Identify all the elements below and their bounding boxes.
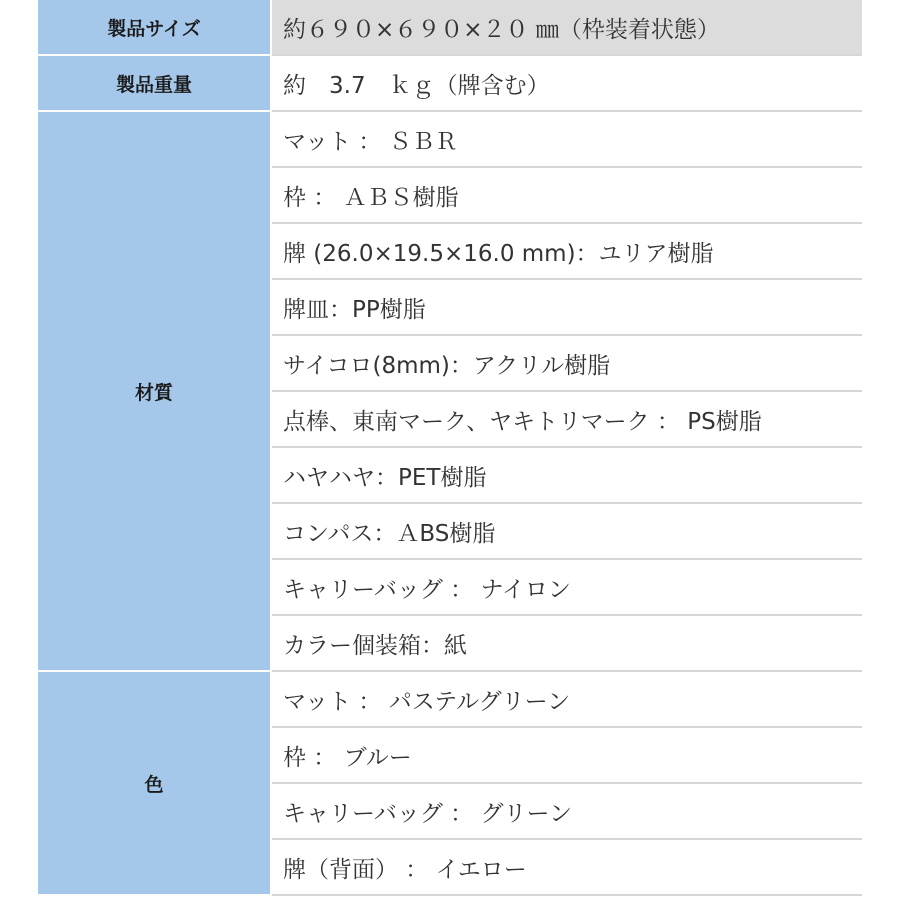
- material-item: コンパス：ＡBS樹脂: [271, 503, 862, 559]
- color-header: 色: [38, 671, 271, 895]
- color-item: マット ： パステルグリーン: [271, 671, 862, 727]
- table-row: [38, 111, 862, 167]
- color-item: キャリーバッグ ： グリーン: [271, 783, 862, 839]
- material-item: サイコロ(8mm)：アクリル樹脂: [271, 335, 862, 391]
- table-row: [38, 671, 862, 727]
- material-item: マット ： ＳＢＲ: [271, 111, 862, 167]
- material-header: 材質: [38, 111, 271, 671]
- size-value: 約６９０×６９０×２０ ㎜（枠装着状態）: [271, 0, 862, 55]
- material-item: キャリーバッグ ： ナイロン: [271, 559, 862, 615]
- material-item: 牌皿：PP樹脂: [271, 279, 862, 335]
- material-item: カラー個装箱：紙: [271, 615, 862, 671]
- table-row: [38, 0, 862, 55]
- material-item: ハヤハヤ：PET樹脂: [271, 447, 862, 503]
- color-item: 牌（背面） ： イエロー: [271, 839, 862, 895]
- size-header: 製品サイズ: [38, 0, 271, 55]
- weight-value: 約 3.7 ｋｇ（牌含む）: [271, 55, 862, 111]
- material-item: 点棒、東南マーク、ヤキトリマーク ： PS樹脂: [271, 391, 862, 447]
- table-row: [38, 55, 862, 111]
- product-spec-table: [38, 0, 862, 896]
- color-item: 枠 ： ブルー: [271, 727, 862, 783]
- weight-header: 製品重量: [38, 55, 271, 111]
- material-item: 牌 (26.0×19.5×16.0 mm)：ユリア樹脂: [271, 223, 862, 279]
- material-item: 枠 ： ＡＢＳ樹脂: [271, 167, 862, 223]
